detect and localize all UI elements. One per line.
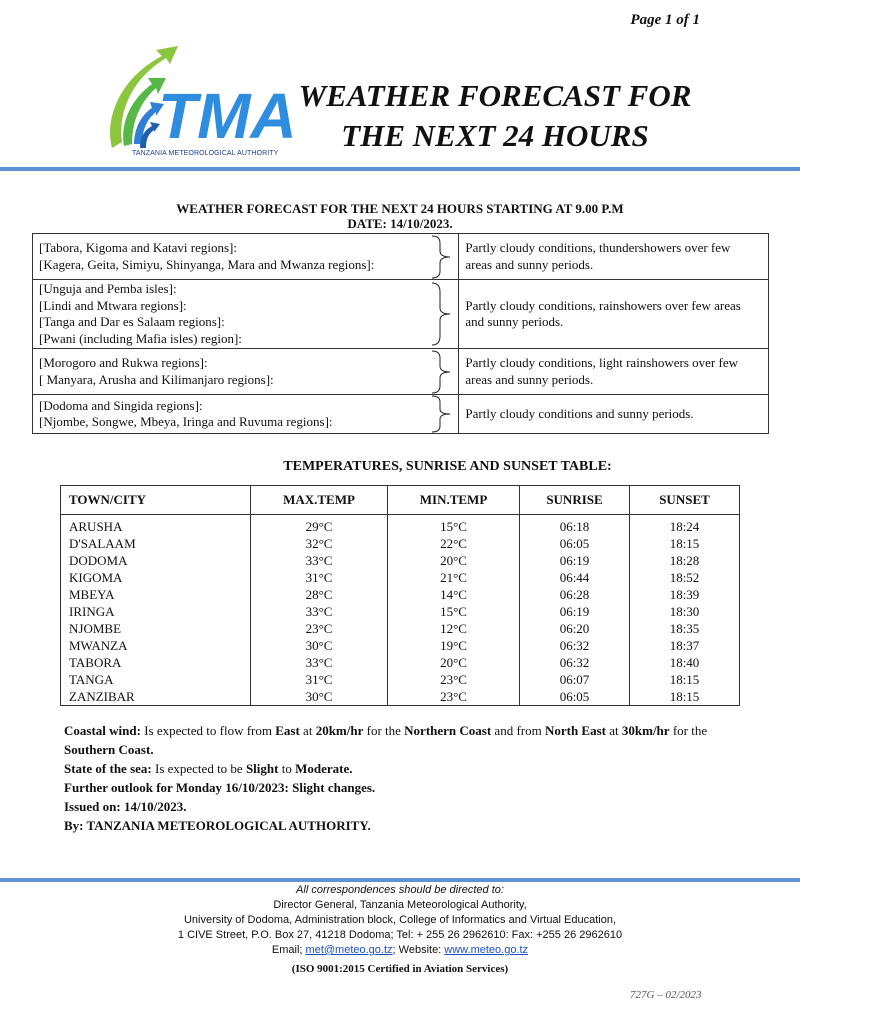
forecast-row [33, 234, 769, 280]
column-header: SUNSET [630, 486, 740, 515]
forecast-regions [33, 280, 430, 349]
table-row [61, 688, 740, 706]
sunset-cell: 18:15 [630, 688, 740, 706]
sunrise-cell: 06:28 [520, 586, 630, 603]
table-row [61, 620, 740, 637]
min-temp-cell: 20°C [388, 552, 520, 569]
temperature-rows [61, 515, 740, 706]
footer-line: Director General, Tanzania Meteorological Authority, [273, 899, 527, 911]
min-temp-cell: 15°C [388, 515, 520, 536]
document-code: 727G – 02/2023 [630, 989, 702, 1001]
town-cell: NJOMBE [61, 620, 251, 637]
max-temp-cell: 33°C [251, 654, 388, 671]
temperature-table [60, 485, 740, 706]
forecast-table [32, 233, 769, 434]
table-row [61, 586, 740, 603]
max-temp-cell: 28°C [251, 586, 388, 603]
brace-icon [430, 395, 459, 434]
column-header: SUNRISE [520, 486, 630, 515]
region-line: [Unguja and Pemba isles]: [39, 281, 177, 296]
tma-logo [100, 38, 297, 166]
forecast-date: DATE: 14/10/2023. [347, 216, 453, 231]
sunset-cell: 18:39 [630, 586, 740, 603]
min-temp-cell: 21°C [388, 569, 520, 586]
min-temp-cell: 15°C [388, 603, 520, 620]
footer-contact [0, 883, 800, 958]
region-line: [Pwani (including Mafia isles) region]: [39, 330, 242, 346]
tma-swoosh-icon [100, 38, 297, 166]
town-cell: TANGA [61, 671, 251, 688]
sunset-cell: 18:24 [630, 515, 740, 536]
region-line: [Tabora, Kigoma and Katavi regions]: [39, 240, 237, 255]
footer-line: All correspondences should be directed to: [296, 884, 504, 896]
min-temp-cell: 19°C [388, 637, 520, 654]
sunset-cell: 18:52 [630, 569, 740, 586]
town-cell: D'SALAAM [61, 535, 251, 552]
temperature-header-row [61, 486, 740, 515]
region-line: [ Manyara, Arusha and Kilimanjaro regions]: [39, 371, 274, 387]
min-temp-cell: 14°C [388, 586, 520, 603]
sunset-cell: 18:15 [630, 671, 740, 688]
issuer-note: By: TANZANIA METEOROLOGICAL AUTHORITY. [64, 818, 371, 833]
footer-line: 1 CIVE Street, P.O. Box 27, 41218 Dodoma; Tel: + 255 26 2962610: Fax: +255 26 2962610 [177, 929, 623, 941]
max-temp-cell: 30°C [251, 688, 388, 706]
column-header: MAX.TEMP [251, 486, 388, 515]
svg-text:TMA: TMA [158, 80, 297, 152]
table-row [61, 569, 740, 586]
sunrise-cell: 06:05 [520, 535, 630, 552]
table-row [61, 637, 740, 654]
temperature-heading: TEMPERATURES, SUNRISE AND SUNSET TABLE: [283, 459, 612, 474]
footer-links: Email; met@meteo.go.tz; Website: www.meteo.go.tz [271, 944, 529, 956]
max-temp-cell: 33°C [251, 552, 388, 569]
min-temp-cell: 20°C [388, 654, 520, 671]
region-line: [Lindi and Mtwara regions]: [39, 297, 187, 313]
town-cell: DODOMA [61, 552, 251, 569]
min-temp-cell: 23°C [388, 688, 520, 706]
town-cell: IRINGA [61, 603, 251, 620]
sunset-cell: 18:15 [630, 535, 740, 552]
column-header: MIN.TEMP [388, 486, 520, 515]
forecast-regions [33, 395, 430, 434]
forecast-description: Partly cloudy conditions, thundershowers over few areas and sunny periods. [459, 234, 769, 280]
min-temp-cell: 22°C [388, 535, 520, 552]
forecast-description: Partly cloudy conditions and sunny periods. [459, 395, 769, 434]
table-row [61, 535, 740, 552]
sunrise-cell: 06:07 [520, 671, 630, 688]
title-line-2: THE NEXT 24 HOURS [341, 118, 649, 153]
website-link[interactable]: www.meteo.go.tz [444, 944, 529, 956]
sunrise-cell: 06:44 [520, 569, 630, 586]
brace-icon [430, 234, 459, 280]
max-temp-cell: 31°C [251, 569, 388, 586]
footer-line: University of Dodoma, Administration block, College of Informatics and Virtual Education, [183, 914, 617, 926]
forecast-row [33, 280, 769, 349]
coastal-wind-note: Coastal wind: Is expected to flow from East at 20km/hr for the Northern Coast and from North East at 30km/hr for the Southern Coast. [64, 723, 708, 757]
min-temp-cell: 23°C [388, 671, 520, 688]
forecast-description: Partly cloudy conditions, light rainshowers over few areas and sunny periods. [459, 349, 769, 395]
sunset-cell: 18:28 [630, 552, 740, 569]
sunset-cell: 18:37 [630, 637, 740, 654]
page-title [270, 76, 720, 156]
sunset-cell: 18:30 [630, 603, 740, 620]
sunset-cell: 18:35 [630, 620, 740, 637]
sunset-cell: 18:40 [630, 654, 740, 671]
forecast-row [33, 395, 769, 434]
town-cell: MWANZA [61, 637, 251, 654]
page-number: Page 1 of 1 [630, 12, 700, 28]
region-line: [Dodoma and Singida regions]: [39, 397, 203, 413]
sunrise-cell: 06:19 [520, 603, 630, 620]
town-cell: TABORA [61, 654, 251, 671]
sea-state-note: State of the sea: Is expected to be Slight to Moderate. [64, 761, 353, 776]
brace-icon [430, 280, 459, 349]
forecast-notes [64, 721, 724, 835]
max-temp-cell: 33°C [251, 603, 388, 620]
issued-note: Issued on: 14/10/2023. [64, 799, 187, 814]
region-line: [Kagera, Geita, Simiyu, Shinyanga, Mara and Mwanza regions]: [39, 256, 375, 272]
min-temp-cell: 12°C [388, 620, 520, 637]
town-cell: KIGOMA [61, 569, 251, 586]
region-line: [Tanga and Dar es Salaam regions]: [39, 314, 225, 329]
forecast-row [33, 349, 769, 395]
sunrise-cell: 06:18 [520, 515, 630, 536]
max-temp-cell: 30°C [251, 637, 388, 654]
town-cell: ARUSHA [61, 515, 251, 536]
header-divider [0, 167, 800, 171]
sunrise-cell: 06:32 [520, 637, 630, 654]
region-line: [Njombe, Songwe, Mbeya, Iringa and Ruvuma regions]: [39, 414, 333, 429]
forecast-regions [33, 349, 430, 395]
logo-org-name: TANZANIA METEOROLOGICAL AUTHORITY [132, 150, 279, 157]
table-row [61, 515, 740, 536]
sunrise-cell: 06:20 [520, 620, 630, 637]
table-row [61, 552, 740, 569]
town-cell: MBEYA [61, 586, 251, 603]
table-row [61, 671, 740, 688]
town-cell: ZANZIBAR [61, 688, 251, 706]
max-temp-cell: 31°C [251, 671, 388, 688]
sunrise-cell: 06:32 [520, 654, 630, 671]
forecast-heading [0, 201, 800, 231]
max-temp-cell: 29°C [251, 515, 388, 536]
forecast-regions [33, 234, 430, 280]
column-header: TOWN/CITY [61, 486, 251, 515]
sunrise-cell: 06:05 [520, 688, 630, 706]
forecast-heading-text: WEATHER FORECAST FOR THE NEXT 24 HOURS STARTING AT 9.00 P.M [176, 201, 624, 216]
email-link[interactable]: met@meteo.go.tz [305, 944, 393, 956]
brace-icon [430, 349, 459, 395]
forecast-description: Partly cloudy conditions, rainshowers over few areas and sunny periods. [459, 280, 769, 349]
iso-certification: (ISO 9001:2015 Certified in Aviation Services) [291, 963, 509, 975]
table-row [61, 654, 740, 671]
max-temp-cell: 32°C [251, 535, 388, 552]
sunrise-cell: 06:19 [520, 552, 630, 569]
outlook-note: Further outlook for Monday 16/10/2023: Slight changes. [64, 780, 376, 795]
title-line-1: WEATHER FORECAST FOR [298, 78, 692, 113]
footer-divider [0, 878, 800, 882]
max-temp-cell: 23°C [251, 620, 388, 637]
region-line: [Morogoro and Rukwa regions]: [39, 355, 208, 370]
table-row [61, 603, 740, 620]
